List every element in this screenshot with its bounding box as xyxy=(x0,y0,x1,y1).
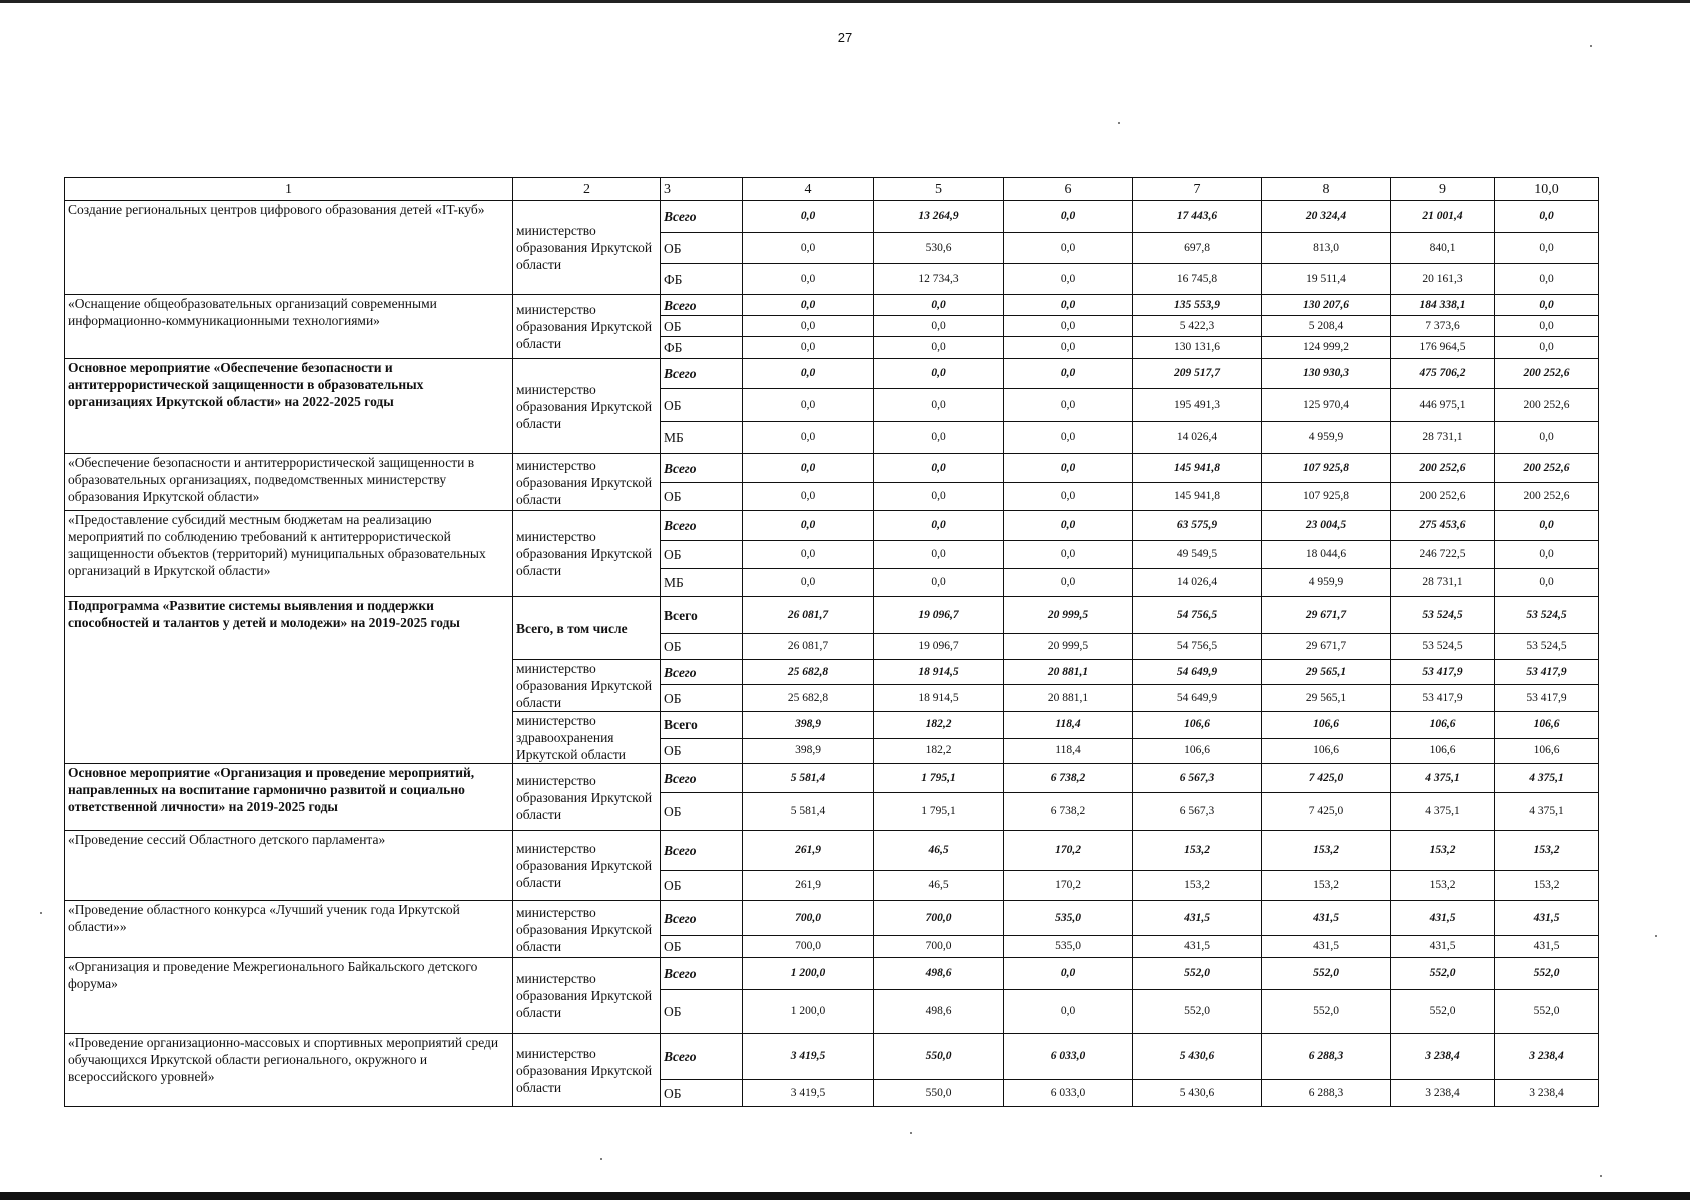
amount-cell: 0,0 xyxy=(1495,541,1599,569)
amount-cell: 0,0 xyxy=(743,422,874,454)
amount-cell: 700,0 xyxy=(743,901,874,936)
amount-cell: 0,0 xyxy=(874,337,1004,359)
amount-cell: 0,0 xyxy=(874,541,1004,569)
amount-cell: 130 131,6 xyxy=(1133,337,1262,359)
amount-cell: 0,0 xyxy=(1495,264,1599,295)
amount-cell: 200 252,6 xyxy=(1495,454,1599,483)
amount-cell: 200 252,6 xyxy=(1391,454,1495,483)
column-number: 7 xyxy=(1133,178,1262,201)
amount-cell: 0,0 xyxy=(1004,359,1133,389)
amount-cell: 0,0 xyxy=(1004,958,1133,990)
amount-cell: 12 734,3 xyxy=(874,264,1004,295)
activity-title: «Проведение областного конкурса «Лучший ученик года Иркутской области»» xyxy=(65,901,513,958)
amount-cell: 130 207,6 xyxy=(1262,295,1391,316)
amount-cell: 29 671,7 xyxy=(1262,634,1391,660)
amount-cell: 118,4 xyxy=(1004,738,1133,764)
activity-title: Создание региональных центров цифрового образования детей «IT-куб» xyxy=(65,201,513,295)
executor-cell: министерство образования Иркутской области xyxy=(513,201,661,295)
amount-cell: 28 731,1 xyxy=(1391,569,1495,597)
scan-speck xyxy=(1600,1175,1602,1177)
amount-cell: 3 419,5 xyxy=(743,1080,874,1107)
amount-cell: 20 881,1 xyxy=(1004,685,1133,712)
amount-cell: 535,0 xyxy=(1004,936,1133,958)
amount-cell: 700,0 xyxy=(743,936,874,958)
amount-cell: 26 081,7 xyxy=(743,597,874,634)
activity-title: «Предоставление субсидий местным бюджетам на реализацию мероприятий по соблюдению требований к антитеррористической защищенности объектов (территорий) муниципальных образовательных организаций в Иркутской области» xyxy=(65,511,513,597)
funding-source-cell: Всего xyxy=(661,201,743,233)
amount-cell: 431,5 xyxy=(1262,901,1391,936)
amount-cell: 0,0 xyxy=(1495,316,1599,337)
amount-cell: 0,0 xyxy=(1004,337,1133,359)
amount-cell: 145 941,8 xyxy=(1133,454,1262,483)
amount-cell: 0,0 xyxy=(1004,295,1133,316)
amount-cell: 182,2 xyxy=(874,738,1004,764)
executor-cell: министерство образования Иркутской области xyxy=(513,295,661,359)
executor-cell: министерство образования Иркутской области xyxy=(513,511,661,597)
amount-cell: 6 033,0 xyxy=(1004,1080,1133,1107)
amount-cell: 18 914,5 xyxy=(874,660,1004,685)
executor-cell: министерство образования Иркутской области xyxy=(513,831,661,901)
amount-cell: 29 565,1 xyxy=(1262,685,1391,712)
amount-cell: 700,0 xyxy=(874,936,1004,958)
funding-source-cell: Всего xyxy=(661,359,743,389)
amount-cell: 552,0 xyxy=(1262,990,1391,1034)
amount-cell: 0,0 xyxy=(743,359,874,389)
amount-cell: 0,0 xyxy=(1495,233,1599,264)
amount-cell: 246 722,5 xyxy=(1391,541,1495,569)
funding-source-cell: ОБ xyxy=(661,541,743,569)
amount-cell: 550,0 xyxy=(874,1034,1004,1080)
amount-cell: 25 682,8 xyxy=(743,685,874,712)
amount-cell: 0,0 xyxy=(1004,389,1133,422)
amount-cell: 124 999,2 xyxy=(1262,337,1391,359)
amount-cell: 0,0 xyxy=(1495,422,1599,454)
activity-title: «Проведение сессий Областного детского парламента» xyxy=(65,831,513,901)
amount-cell: 54 756,5 xyxy=(1133,634,1262,660)
amount-cell: 0,0 xyxy=(1495,337,1599,359)
amount-cell: 53 417,9 xyxy=(1391,685,1495,712)
executor-cell: министерство образования Иркутской области xyxy=(513,958,661,1034)
amount-cell: 130 930,3 xyxy=(1262,359,1391,389)
column-number: 10,0 xyxy=(1495,178,1599,201)
amount-cell: 0,0 xyxy=(743,389,874,422)
executor-cell: министерство образования Иркутской области xyxy=(513,764,661,831)
column-number: 6 xyxy=(1004,178,1133,201)
amount-cell: 18 914,5 xyxy=(874,685,1004,712)
amount-cell: 0,0 xyxy=(1495,295,1599,316)
amount-cell: 0,0 xyxy=(743,316,874,337)
activity-title: Основное мероприятие «Обеспечение безопасности и антитеррористической защищенности в образовательных организациях Иркутской области» на 2022-2025 годы xyxy=(65,359,513,454)
table-row xyxy=(65,764,1599,793)
amount-cell: 0,0 xyxy=(743,569,874,597)
scan-speck xyxy=(1590,45,1592,47)
amount-cell: 29 671,7 xyxy=(1262,597,1391,634)
amount-cell: 170,2 xyxy=(1004,831,1133,871)
amount-cell: 0,0 xyxy=(1495,201,1599,233)
amount-cell: 498,6 xyxy=(874,990,1004,1034)
amount-cell: 0,0 xyxy=(874,422,1004,454)
amount-cell: 14 026,4 xyxy=(1133,569,1262,597)
amount-cell: 550,0 xyxy=(874,1080,1004,1107)
amount-cell: 5 208,4 xyxy=(1262,316,1391,337)
amount-cell: 49 549,5 xyxy=(1133,541,1262,569)
amount-cell: 1 795,1 xyxy=(874,793,1004,831)
page-number: 27 xyxy=(837,30,853,45)
executor-cell: министерство здравоохранения Иркутской области xyxy=(513,712,661,764)
amount-cell: 54 756,5 xyxy=(1133,597,1262,634)
amount-cell: 4 375,1 xyxy=(1495,764,1599,793)
amount-cell: 25 682,8 xyxy=(743,660,874,685)
amount-cell: 0,0 xyxy=(743,454,874,483)
amount-cell: 153,2 xyxy=(1262,871,1391,901)
column-number: 9 xyxy=(1391,178,1495,201)
table-row xyxy=(65,511,1599,541)
amount-cell: 5 430,6 xyxy=(1133,1034,1262,1080)
amount-cell: 0,0 xyxy=(1004,483,1133,511)
scan-speck xyxy=(1655,935,1657,937)
amount-cell: 3 238,4 xyxy=(1391,1080,1495,1107)
column-number: 8 xyxy=(1262,178,1391,201)
amount-cell: 552,0 xyxy=(1133,990,1262,1034)
amount-cell: 535,0 xyxy=(1004,901,1133,936)
amount-cell: 0,0 xyxy=(1004,201,1133,233)
amount-cell: 431,5 xyxy=(1495,901,1599,936)
activity-title: «Оснащение общеобразовательных организаций современными информационно-коммуникационными технологиями» xyxy=(65,295,513,359)
amount-cell: 398,9 xyxy=(743,738,874,764)
amount-cell: 7 373,6 xyxy=(1391,316,1495,337)
amount-cell: 0,0 xyxy=(1004,511,1133,541)
table-row xyxy=(65,901,1599,936)
amount-cell: 0,0 xyxy=(743,233,874,264)
amount-cell: 200 252,6 xyxy=(1495,483,1599,511)
amount-cell: 813,0 xyxy=(1262,233,1391,264)
amount-cell: 17 443,6 xyxy=(1133,201,1262,233)
amount-cell: 53 524,5 xyxy=(1391,597,1495,634)
amount-cell: 0,0 xyxy=(874,511,1004,541)
amount-cell: 0,0 xyxy=(743,201,874,233)
funding-source-cell: ОБ xyxy=(661,316,743,337)
amount-cell: 4 959,9 xyxy=(1262,422,1391,454)
amount-cell: 13 264,9 xyxy=(874,201,1004,233)
funding-source-cell: МБ xyxy=(661,422,743,454)
amount-cell: 7 425,0 xyxy=(1262,764,1391,793)
amount-cell: 209 517,7 xyxy=(1133,359,1262,389)
funding-source-cell: ОБ xyxy=(661,936,743,958)
amount-cell: 106,6 xyxy=(1495,738,1599,764)
amount-cell: 1 795,1 xyxy=(874,764,1004,793)
amount-cell: 0,0 xyxy=(1004,264,1133,295)
amount-cell: 106,6 xyxy=(1391,738,1495,764)
amount-cell: 0,0 xyxy=(1495,511,1599,541)
amount-cell: 0,0 xyxy=(743,541,874,569)
amount-cell: 20 999,5 xyxy=(1004,597,1133,634)
table-row xyxy=(65,597,1599,634)
column-number: 4 xyxy=(743,178,874,201)
table-row xyxy=(65,958,1599,990)
budget-table xyxy=(64,177,1599,1107)
amount-cell: 54 649,9 xyxy=(1133,685,1262,712)
amount-cell: 125 970,4 xyxy=(1262,389,1391,422)
amount-cell: 14 026,4 xyxy=(1133,422,1262,454)
amount-cell: 475 706,2 xyxy=(1391,359,1495,389)
amount-cell: 118,4 xyxy=(1004,712,1133,739)
table-row xyxy=(65,454,1599,483)
amount-cell: 3 238,4 xyxy=(1495,1080,1599,1107)
amount-cell: 153,2 xyxy=(1391,831,1495,871)
activity-title: Основное мероприятие «Организация и проведение мероприятий, направленных на воспитание гармонично развитой и социально ответственной личности» на 2019-2025 годы xyxy=(65,764,513,831)
amount-cell: 21 001,4 xyxy=(1391,201,1495,233)
amount-cell: 5 430,6 xyxy=(1133,1080,1262,1107)
amount-cell: 54 649,9 xyxy=(1133,660,1262,685)
amount-cell: 6 738,2 xyxy=(1004,764,1133,793)
amount-cell: 106,6 xyxy=(1133,738,1262,764)
amount-cell: 0,0 xyxy=(1004,422,1133,454)
amount-cell: 200 252,6 xyxy=(1495,359,1599,389)
funding-source-cell: ОБ xyxy=(661,793,743,831)
amount-cell: 431,5 xyxy=(1133,936,1262,958)
table-body xyxy=(65,178,1599,1107)
amount-cell: 153,2 xyxy=(1495,831,1599,871)
amount-cell: 261,9 xyxy=(743,871,874,901)
funding-source-cell: ОБ xyxy=(661,389,743,422)
amount-cell: 4 959,9 xyxy=(1262,569,1391,597)
amount-cell: 107 925,8 xyxy=(1262,483,1391,511)
amount-cell: 261,9 xyxy=(743,831,874,871)
amount-cell: 153,2 xyxy=(1133,871,1262,901)
funding-source-cell: ОБ xyxy=(661,990,743,1034)
funding-source-cell: Всего xyxy=(661,295,743,316)
amount-cell: 5 581,4 xyxy=(743,764,874,793)
amount-cell: 0,0 xyxy=(874,389,1004,422)
amount-cell: 20 999,5 xyxy=(1004,634,1133,660)
scan-speck xyxy=(910,1132,912,1134)
amount-cell: 46,5 xyxy=(874,871,1004,901)
amount-cell: 4 375,1 xyxy=(1391,793,1495,831)
amount-cell: 5 422,3 xyxy=(1133,316,1262,337)
amount-cell: 153,2 xyxy=(1391,871,1495,901)
funding-source-cell: МБ xyxy=(661,569,743,597)
amount-cell: 26 081,7 xyxy=(743,634,874,660)
amount-cell: 0,0 xyxy=(743,483,874,511)
amount-cell: 5 581,4 xyxy=(743,793,874,831)
amount-cell: 53 417,9 xyxy=(1495,685,1599,712)
amount-cell: 552,0 xyxy=(1495,990,1599,1034)
amount-cell: 106,6 xyxy=(1262,712,1391,739)
amount-cell: 19 096,7 xyxy=(874,597,1004,634)
amount-cell: 498,6 xyxy=(874,958,1004,990)
amount-cell: 1 200,0 xyxy=(743,990,874,1034)
amount-cell: 20 881,1 xyxy=(1004,660,1133,685)
column-number: 1 xyxy=(65,178,513,201)
amount-cell: 552,0 xyxy=(1391,990,1495,1034)
amount-cell: 6 033,0 xyxy=(1004,1034,1133,1080)
amount-cell: 552,0 xyxy=(1133,958,1262,990)
amount-cell: 0,0 xyxy=(743,295,874,316)
amount-cell: 53 524,5 xyxy=(1391,634,1495,660)
scan-speck xyxy=(600,1158,602,1160)
executor-cell: министерство образования Иркутской области xyxy=(513,901,661,958)
funding-source-cell: Всего xyxy=(661,831,743,871)
amount-cell: 6 288,3 xyxy=(1262,1080,1391,1107)
amount-cell: 0,0 xyxy=(1004,569,1133,597)
amount-cell: 28 731,1 xyxy=(1391,422,1495,454)
amount-cell: 3 238,4 xyxy=(1391,1034,1495,1080)
amount-cell: 0,0 xyxy=(874,483,1004,511)
amount-cell: 530,6 xyxy=(874,233,1004,264)
amount-cell: 20 324,4 xyxy=(1262,201,1391,233)
amount-cell: 195 491,3 xyxy=(1133,389,1262,422)
funding-source-cell: Всего xyxy=(661,511,743,541)
amount-cell: 145 941,8 xyxy=(1133,483,1262,511)
amount-cell: 3 419,5 xyxy=(743,1034,874,1080)
amount-cell: 398,9 xyxy=(743,712,874,739)
funding-source-cell: ОБ xyxy=(661,1080,743,1107)
table-row xyxy=(65,359,1599,389)
activity-title: «Организация и проведение Межрегионального Байкальского детского форума» xyxy=(65,958,513,1034)
funding-source-cell: ОБ xyxy=(661,233,743,264)
funding-source-cell: Всего xyxy=(661,660,743,685)
amount-cell: 700,0 xyxy=(874,901,1004,936)
funding-source-cell: Всего xyxy=(661,597,743,634)
amount-cell: 0,0 xyxy=(1004,454,1133,483)
bottom-edge-bar xyxy=(0,1192,1690,1200)
amount-cell: 0,0 xyxy=(1004,316,1133,337)
executor-cell: министерство образования Иркутской области xyxy=(513,660,661,712)
amount-cell: 176 964,5 xyxy=(1391,337,1495,359)
column-number: 2 xyxy=(513,178,661,201)
amount-cell: 431,5 xyxy=(1495,936,1599,958)
amount-cell: 53 524,5 xyxy=(1495,634,1599,660)
amount-cell: 0,0 xyxy=(874,295,1004,316)
funding-source-cell: ОБ xyxy=(661,634,743,660)
amount-cell: 170,2 xyxy=(1004,871,1133,901)
amount-cell: 275 453,6 xyxy=(1391,511,1495,541)
amount-cell: 7 425,0 xyxy=(1262,793,1391,831)
amount-cell: 431,5 xyxy=(1262,936,1391,958)
executor-cell: министерство образования Иркутской области xyxy=(513,1034,661,1107)
amount-cell: 552,0 xyxy=(1262,958,1391,990)
column-number: 5 xyxy=(874,178,1004,201)
amount-cell: 18 044,6 xyxy=(1262,541,1391,569)
amount-cell: 53 417,9 xyxy=(1391,660,1495,685)
amount-cell: 106,6 xyxy=(1262,738,1391,764)
amount-cell: 19 096,7 xyxy=(874,634,1004,660)
table-row xyxy=(65,831,1599,871)
amount-cell: 0,0 xyxy=(874,454,1004,483)
funding-source-cell: Всего xyxy=(661,712,743,739)
amount-cell: 0,0 xyxy=(1004,990,1133,1034)
amount-cell: 431,5 xyxy=(1391,901,1495,936)
amount-cell: 6 738,2 xyxy=(1004,793,1133,831)
amount-cell: 153,2 xyxy=(1495,871,1599,901)
amount-cell: 446 975,1 xyxy=(1391,389,1495,422)
amount-cell: 431,5 xyxy=(1391,936,1495,958)
funding-source-cell: ФБ xyxy=(661,264,743,295)
amount-cell: 184 338,1 xyxy=(1391,295,1495,316)
amount-cell: 1 200,0 xyxy=(743,958,874,990)
table-row xyxy=(65,295,1599,316)
amount-cell: 153,2 xyxy=(1133,831,1262,871)
amount-cell: 200 252,6 xyxy=(1495,389,1599,422)
amount-cell: 552,0 xyxy=(1495,958,1599,990)
amount-cell: 63 575,9 xyxy=(1133,511,1262,541)
amount-cell: 153,2 xyxy=(1262,831,1391,871)
funding-source-cell: Всего xyxy=(661,764,743,793)
amount-cell: 200 252,6 xyxy=(1391,483,1495,511)
funding-source-cell: Всего xyxy=(661,1034,743,1080)
amount-cell: 697,8 xyxy=(1133,233,1262,264)
executor-cell: Всего, в том числе xyxy=(513,597,661,660)
amount-cell: 0,0 xyxy=(874,359,1004,389)
activity-title: «Проведение организационно-массовых и спортивных мероприятий среди обучающихся Иркутской области регионального, окружного и всероссийского уровней» xyxy=(65,1034,513,1107)
amount-cell: 0,0 xyxy=(874,316,1004,337)
funding-source-cell: ОБ xyxy=(661,871,743,901)
amount-cell: 0,0 xyxy=(874,569,1004,597)
amount-cell: 23 004,5 xyxy=(1262,511,1391,541)
executor-cell: министерство образования Иркутской области xyxy=(513,359,661,454)
amount-cell: 4 375,1 xyxy=(1391,764,1495,793)
amount-cell: 6 567,3 xyxy=(1133,793,1262,831)
amount-cell: 20 161,3 xyxy=(1391,264,1495,295)
amount-cell: 53 417,9 xyxy=(1495,660,1599,685)
amount-cell: 53 524,5 xyxy=(1495,597,1599,634)
table-row xyxy=(65,1034,1599,1080)
amount-cell: 107 925,8 xyxy=(1262,454,1391,483)
top-edge-rule xyxy=(0,0,1690,3)
amount-cell: 16 745,8 xyxy=(1133,264,1262,295)
amount-cell: 6 567,3 xyxy=(1133,764,1262,793)
amount-cell: 0,0 xyxy=(743,264,874,295)
amount-cell: 19 511,4 xyxy=(1262,264,1391,295)
activity-title: «Обеспечение безопасности и антитеррористической защищенности в образовательных организациях, подведомственных министерству образования Иркутской области» xyxy=(65,454,513,511)
table-row xyxy=(65,201,1599,233)
amount-cell: 0,0 xyxy=(1004,541,1133,569)
amount-cell: 431,5 xyxy=(1133,901,1262,936)
column-number-row xyxy=(65,178,1599,201)
funding-source-cell: ОБ xyxy=(661,483,743,511)
amount-cell: 840,1 xyxy=(1391,233,1495,264)
amount-cell: 29 565,1 xyxy=(1262,660,1391,685)
amount-cell: 106,6 xyxy=(1391,712,1495,739)
amount-cell: 0,0 xyxy=(743,337,874,359)
amount-cell: 552,0 xyxy=(1391,958,1495,990)
executor-cell: министерство образования Иркутской области xyxy=(513,454,661,511)
funding-source-cell: ОБ xyxy=(661,685,743,712)
amount-cell: 4 375,1 xyxy=(1495,793,1599,831)
amount-cell: 3 238,4 xyxy=(1495,1034,1599,1080)
amount-cell: 0,0 xyxy=(743,511,874,541)
amount-cell: 46,5 xyxy=(874,831,1004,871)
funding-source-cell: Всего xyxy=(661,454,743,483)
activity-title: Подпрограмма «Развитие системы выявления и поддержки способностей и талантов у детей и молодежи» на 2019-2025 годы xyxy=(65,597,513,764)
amount-cell: 0,0 xyxy=(1495,569,1599,597)
funding-source-cell: ФБ xyxy=(661,337,743,359)
amount-cell: 6 288,3 xyxy=(1262,1034,1391,1080)
amount-cell: 106,6 xyxy=(1133,712,1262,739)
funding-source-cell: Всего xyxy=(661,901,743,936)
funding-source-cell: Всего xyxy=(661,958,743,990)
amount-cell: 106,6 xyxy=(1495,712,1599,739)
funding-source-cell: ОБ xyxy=(661,738,743,764)
scan-speck xyxy=(40,912,42,914)
amount-cell: 135 553,9 xyxy=(1133,295,1262,316)
amount-cell: 0,0 xyxy=(1004,233,1133,264)
amount-cell: 182,2 xyxy=(874,712,1004,739)
scan-speck xyxy=(1118,122,1120,124)
column-number: 3 xyxy=(661,178,743,201)
